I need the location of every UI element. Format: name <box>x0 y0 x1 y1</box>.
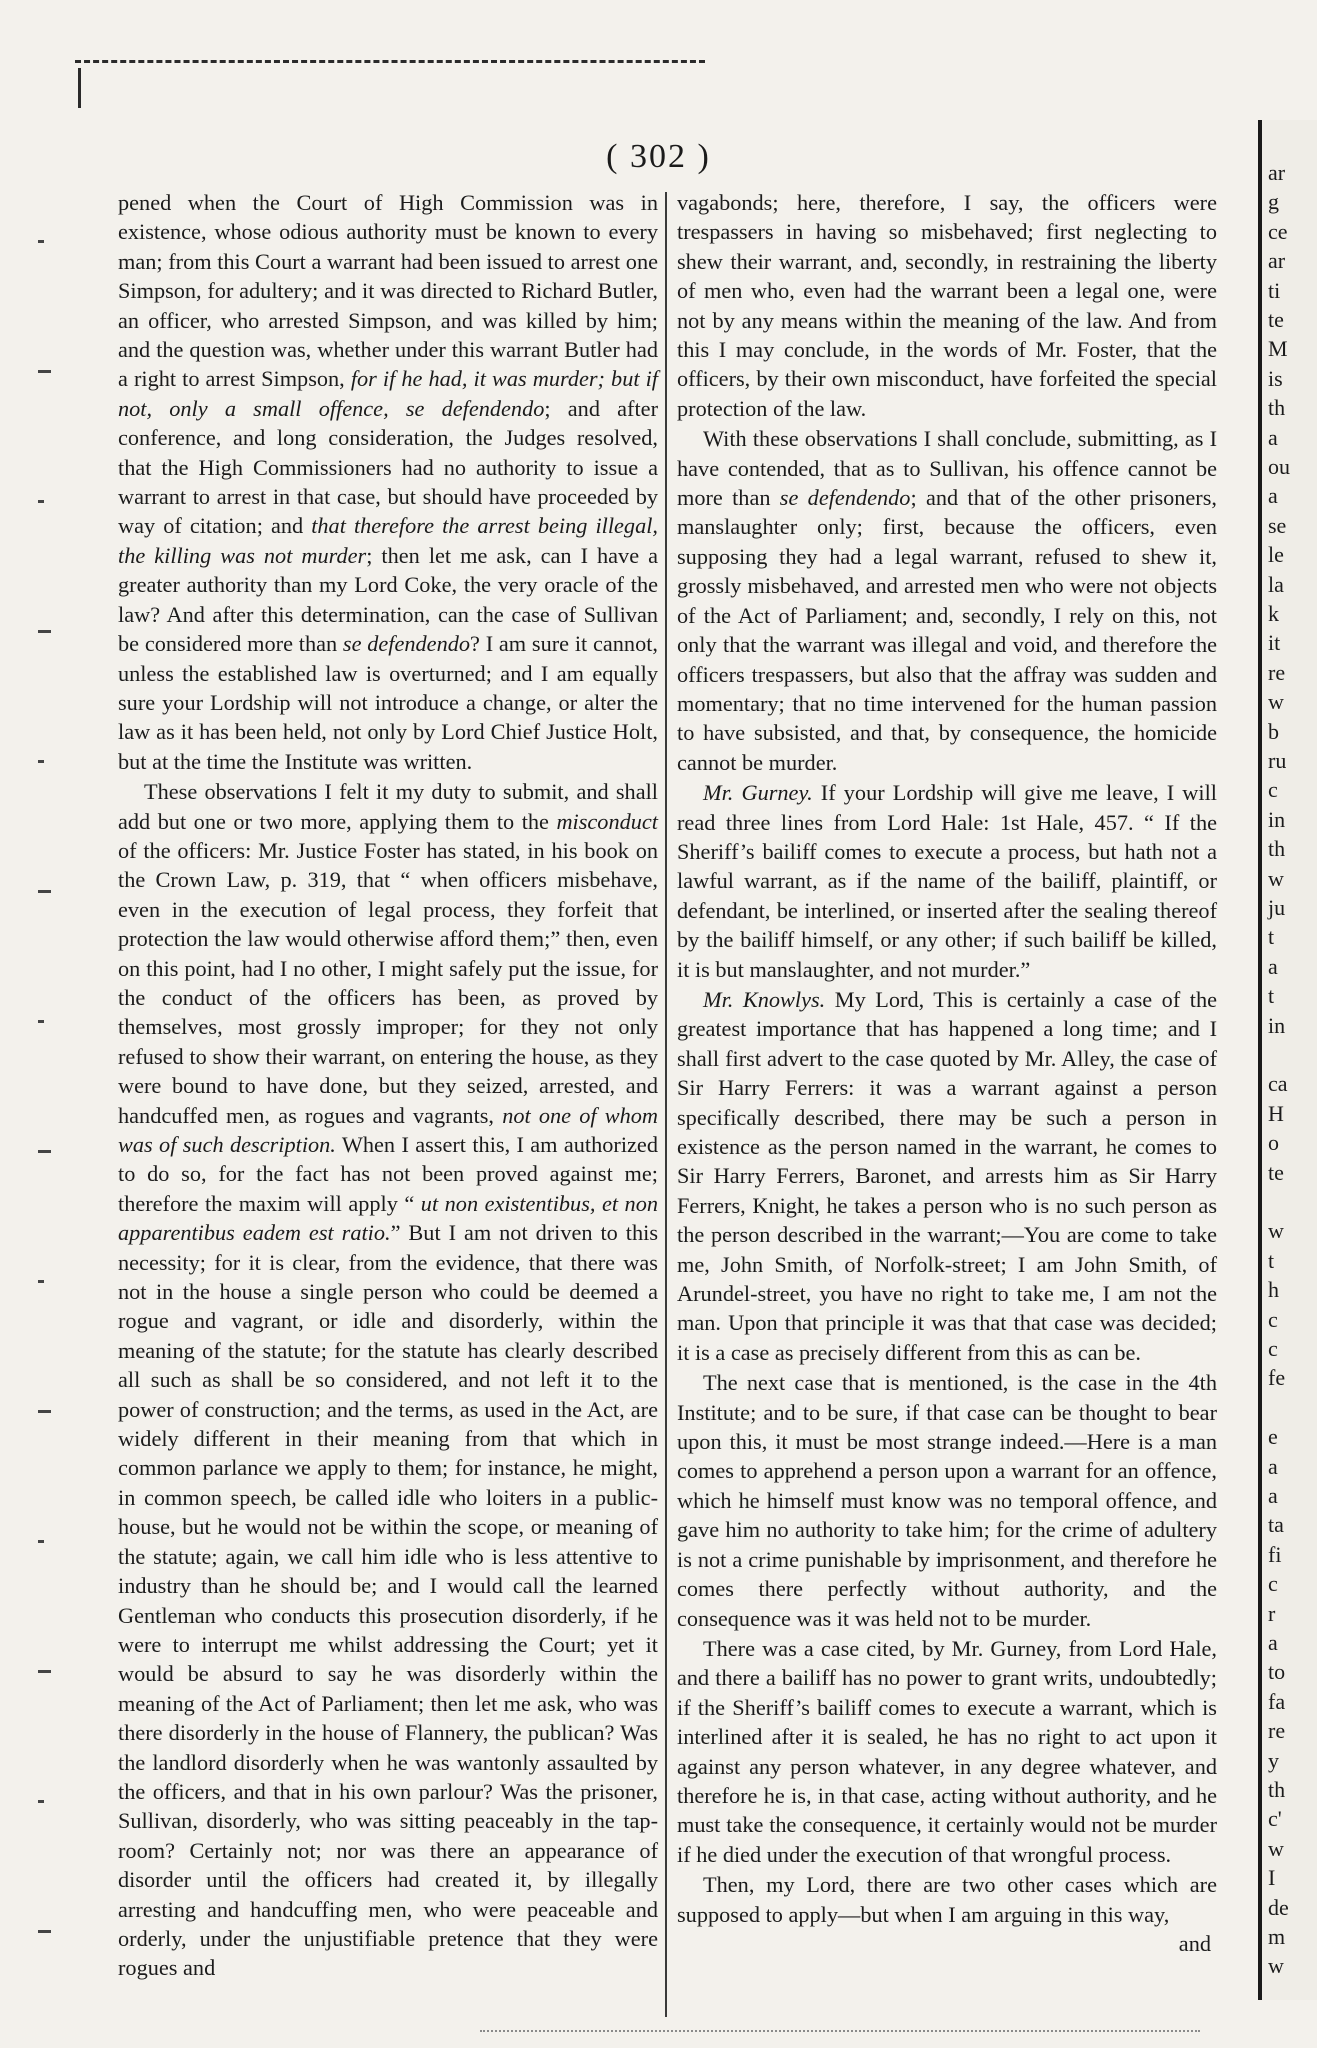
adjacent-page-fragment: it <box>1268 630 1281 656</box>
adjacent-page-fragment: o <box>1268 1130 1279 1156</box>
italic-text: for if he had, it was murder; but if not, only a small offence, se defendendo <box>118 366 658 421</box>
adjacent-page-edge <box>1258 120 1317 2000</box>
adjacent-page-fragment: a <box>1268 1483 1278 1508</box>
adjacent-page-fragment: la <box>1268 571 1284 597</box>
adjacent-page-fragment: le <box>1268 542 1284 568</box>
adjacent-page-fragment: te <box>1268 307 1284 332</box>
binding-gutter <box>30 120 66 2020</box>
adjacent-page-fragment: re <box>1268 659 1286 685</box>
gutter-mark <box>38 1800 44 1803</box>
adjacent-page-fragment: ru <box>1268 748 1287 773</box>
adjacent-page-fragment: c <box>1268 1571 1278 1597</box>
column-divider <box>665 192 667 2017</box>
adjacent-page-fragment: c <box>1268 1306 1278 1332</box>
adjacent-page-fragment: c <box>1268 1336 1278 1361</box>
gutter-mark <box>38 1410 51 1413</box>
text-run: When I assert this, I am authorized to do so, for the fact has not been proved against me; therefore the maxim will apply “ <box>118 1132 658 1216</box>
gutter-mark <box>38 760 44 763</box>
text-run: If your Lordship will give me leave, I will read three lines from Lord Hale: 1st Hale, 457. “ If the Sheriff’s bailiff comes to execute a process, but hath not a lawful warrant, as if the name of the bailiff, plaintiff, or defendant, be interlined, or inserted after the sealing thereof by the bailiff himself, or any other; if such bailiff be killed, it is but manslaughter, and not murder.” <box>677 780 1217 982</box>
adjacent-page-fragment: w <box>1268 1218 1284 1244</box>
adjacent-page-fragment: m <box>1268 1924 1286 1949</box>
adjacent-page-fragment: th <box>1268 395 1286 421</box>
adjacent-page-fragment: g <box>1268 189 1279 215</box>
left-column <box>118 188 658 1983</box>
adjacent-page-fragment: I <box>1268 1865 1276 1891</box>
adjacent-page-fragment: H <box>1268 1100 1284 1126</box>
italic-text: that therefore the arrest being illegal, the killing was not murder <box>118 513 658 568</box>
text-run: ? I am sure it cannot, unless the established law is overturned; and I am equally sure your Lordship will not introduce a change, or alter the law as it has been held, not only by Lord Chief Justice Holt, but at the time the Institute was written. <box>118 631 658 774</box>
adjacent-page-fragment: w <box>1268 865 1284 891</box>
paragraph <box>677 1870 1217 1929</box>
italic-text: Mr. Knowlys. <box>703 986 826 1012</box>
adjacent-page-fragment: re <box>1268 1718 1286 1744</box>
adjacent-page-fragment: y <box>1268 1747 1279 1773</box>
adjacent-page-fragment: c' <box>1268 1806 1282 1832</box>
text-run: vagabonds; here, therefore, I say, the officers were trespassers in having so misbehaved; first neglecting to shew their warrant, and, secondly, in restraining the liberty of men who, even had the warrant been a legal one, were not by any means within the meaning of the law. And from this I may conclude, in the words of Mr. Foster, that the officers, by their own misconduct, have forfeited the special protection of the law. <box>677 190 1217 421</box>
text-run: Then, my Lord, there are two other cases which are supposed to apply—but when I am arguing in this way, <box>677 1872 1217 1927</box>
italic-text: se defendendo <box>779 485 911 511</box>
italic-text: not one of whom was of such description. <box>118 1102 658 1157</box>
paragraph <box>677 188 1217 423</box>
gutter-mark <box>38 890 51 893</box>
paragraph <box>118 188 658 776</box>
adjacent-page-fragment: r <box>1268 1600 1276 1626</box>
adjacent-page-fragment: ce <box>1268 218 1288 244</box>
gutter-mark <box>38 240 44 243</box>
adjacent-page-fragment: t <box>1268 983 1275 1009</box>
adjacent-page-fragment: w <box>1268 1953 1284 1979</box>
italic-text: se defendendo <box>342 631 471 657</box>
adjacent-page-fragment: a <box>1268 953 1278 979</box>
text-run: These observations I felt it my duty to submit, and shall add but one or two more, applying them to the <box>118 779 658 834</box>
adjacent-page-fragment: th <box>1268 1777 1286 1802</box>
gutter-mark <box>38 370 51 373</box>
gutter-mark <box>38 1150 51 1153</box>
text-run: ; and after conference, and long consideration, the Judges resolved, that the High Commissioners had no authority to issue a warrant to arrest in that case, but should have proceeded by way of citation; and <box>118 395 659 539</box>
adjacent-page-fragment: a <box>1268 1453 1278 1479</box>
gutter-mark <box>38 630 51 633</box>
bottom-scan-noise <box>480 2030 1200 2035</box>
adjacent-page-fragment: ju <box>1268 895 1286 920</box>
adjacent-page-fragment: ta <box>1268 1512 1284 1538</box>
paragraph <box>677 1634 1217 1869</box>
adjacent-page-fragment: de <box>1268 1894 1289 1920</box>
adjacent-page-fragment: in <box>1268 1012 1286 1038</box>
text-run: ; then let me ask, can I have a greater authority than my Lord Coke, the very oracle of the law? And after this determination, can the case of Sullivan be considered more than <box>118 542 658 657</box>
adjacent-page-fragment: ca <box>1268 1071 1288 1097</box>
gutter-mark <box>38 1280 44 1283</box>
adjacent-page-fragment: t <box>1268 924 1275 950</box>
adjacent-page-fragment: c <box>1268 777 1278 803</box>
catchword: and <box>1178 1930 1211 1956</box>
text-run: ” But I am not driven to this necessity; for it is clear, from the evidence, that there was not in the house a single person who could be deemed a rogue and vagrant, or idle and disorderly, within the meaning of the statute; for the statute has clearly described all such as shall be so considered, and not left it to the power of construction; and the terms, as used in the Act, are widely different in their meaning from that which in common parlance we apply to them; for instance, he might, in common speech, be called idle who loiters in a public-house, but he would not be within the scope, or meaning of the statute; again, we call him idle who is less attentive to industry than he should be; and I would call the learned Gentleman who conducts this prosecution disorderly, if he were to interrupt me whilst addressing the Court; yet it would be absurd to say he was disorderly within the meaning of the Act of Parliament; then let me ask, who was there disorderly in the house of Flannery, the publican? Was the landlord disorderly when he was wantonly assaulted by the officers, and that in his own parlour? Was the prisoner, Sullivan, disorderly, who was sitting peaceably in the tap-room? Certainly not; nor was there an appearance of disorder until the officers had created it, by illegally arresting and handcuffing men, who were peaceable and orderly, under the unjustifiable pretence that they were rogues and <box>118 1220 658 1981</box>
adjacent-page-fragment: ar <box>1268 248 1286 274</box>
text-run: ; and that of the other prisoners, manslaughter only; first, because the officers, even supposing they had a legal warrant, refused to shew it, grossly misbehaved, and arrested men who were not objects of the Act of Parliament; and, secondly, I rely on this, not only that the warrant was illegal and void, and therefore the officers trespassers, but also that the affray was sudden and momentary; that no time intervened for the human passion to have subsisted, and that, by consequence, the homicide cannot be murder. <box>677 485 1217 775</box>
adjacent-page-fragment: w <box>1268 1835 1284 1861</box>
header-rule-mark <box>78 68 89 108</box>
right-column <box>677 188 1217 1958</box>
adjacent-page-fragment: t <box>1268 1247 1275 1273</box>
adjacent-page-fragment: ou <box>1268 454 1290 479</box>
adjacent-page-fragment: h <box>1268 1277 1279 1303</box>
adjacent-page-fragment: to <box>1268 1659 1286 1685</box>
adjacent-page-fragment: fa <box>1268 1688 1286 1714</box>
adjacent-page-fragment: ti <box>1268 277 1281 303</box>
adjacent-page-fragment: is <box>1268 365 1283 391</box>
adjacent-page-fragment: e <box>1268 1424 1278 1450</box>
text-run: My Lord, This is certainly a case of the greatest importance that has happened a long time; and I shall first advert to the case quoted by Mr. Alley, the case of Sir Harry Ferrers: it was a warrant against a person specifically described, there may be such a person in existence as the person named in the warrant, he comes to Sir Harry Ferrers, Baronet, and arrests him as Sir Harry Ferrers, Knight, he takes a person who is no such person as the person described in the warrant;—You are come to take me, John Smith, of Norfolk-street; I am John Smith, of Arundel-street, you have no right to take me, I am not the man. Upon that principle it was that that case was decided; it is a case as precisely different from this as can be. <box>677 986 1217 1365</box>
adjacent-page-fragment: se <box>1268 512 1287 538</box>
text-run: The next case that is mentioned, is the case in the 4th Institute; and to be sure, if that case can be thought to bear upon this, it must be most strange indeed.—Here is a man comes to apprehend a person upon a warrant for an offence, which he himself must know was no temporal offence, and gave him no authority to take him; for the crime of adultery is not a crime punishable by imprisonment, and therefore he comes there perfectly without authority, and the consequence was it was held not to be murder. <box>677 1370 1217 1631</box>
paragraph <box>677 424 1217 777</box>
italic-text: Mr. Gurney. <box>703 780 813 806</box>
adjacent-page-fragment: b <box>1268 718 1279 744</box>
adjacent-page-fragment: a <box>1268 424 1278 450</box>
page-number: ( 302 ) <box>606 138 711 175</box>
gutter-mark <box>38 500 44 503</box>
italic-text: misconduct <box>556 808 658 834</box>
adjacent-page-fragment: th <box>1268 836 1286 862</box>
adjacent-page-fragment: a <box>1268 483 1278 509</box>
paragraph <box>677 1368 1217 1633</box>
text-run: pened when the Court of High Commission was in existence, whose odious authority must be known to every man; from this Court a warrant had been issued to arrest one Simpson, for adultery; and it was directed to Richard Butler, an officer, who arrested Simpson, and was killed by him; and the question was, whether under this warrant Butler had a right to arrest Simpson, <box>118 190 658 392</box>
adjacent-page-fragment: k <box>1268 601 1279 626</box>
paragraph <box>677 778 1217 984</box>
paragraph <box>677 985 1217 1367</box>
adjacent-page-fragment: te <box>1268 1159 1284 1185</box>
text-run: With these observations I shall conclude, submitting, as I have contended, that as to Sullivan, his offence cannot be more than <box>677 426 1217 511</box>
gutter-mark <box>38 1020 44 1023</box>
header-rule <box>75 60 705 67</box>
adjacent-page-fragment: M <box>1268 336 1288 362</box>
text-run: of the officers: Mr. Justice Foster has stated, in his book on the Crown Law, p. 319, that “ when officers misbehave, even in the execution of legal process, they forfeit that protection the law would otherwise afford them;” then, even on this point, had I no other, I might safely put the issue, for the conduct of the officers has been, as proved by themselves, most grossly improper; for they not only refused to show their warrant, on entering the house, as they were bound to have done, but they seized, arrested, and handcuffed men, as rogues and vagrants, <box>118 837 658 1128</box>
gutter-mark <box>38 1670 51 1673</box>
gutter-mark <box>38 1540 44 1543</box>
adjacent-page-fragment: ar <box>1268 160 1286 185</box>
paragraph <box>118 777 658 1983</box>
adjacent-page-fragment: in <box>1268 806 1286 832</box>
adjacent-page-fragment: fe <box>1268 1365 1286 1391</box>
adjacent-page-fragment: w <box>1268 689 1284 715</box>
italic-text: ut non existentibus, et non apparentibus eadem est ratio. <box>118 1190 658 1246</box>
text-run: There was a case cited, by Mr. Gurney, from Lord Hale, and there a bailiff has no power to grant writs, undoubtedly; if the Sheriff’s bailiff comes to execute a warrant, which is interlined after it is sealed, he has no right to act upon it against any person whatever, in any degree whatever, and therefore he is, in that case, acting without authority, and he must take the consequence, it certainly would not be murder if he died under the execution of that wrongful process. <box>677 1635 1217 1867</box>
adjacent-page-fragment: fi <box>1268 1541 1282 1567</box>
adjacent-page-fragment: a <box>1268 1630 1278 1655</box>
gutter-mark <box>38 1930 51 1933</box>
